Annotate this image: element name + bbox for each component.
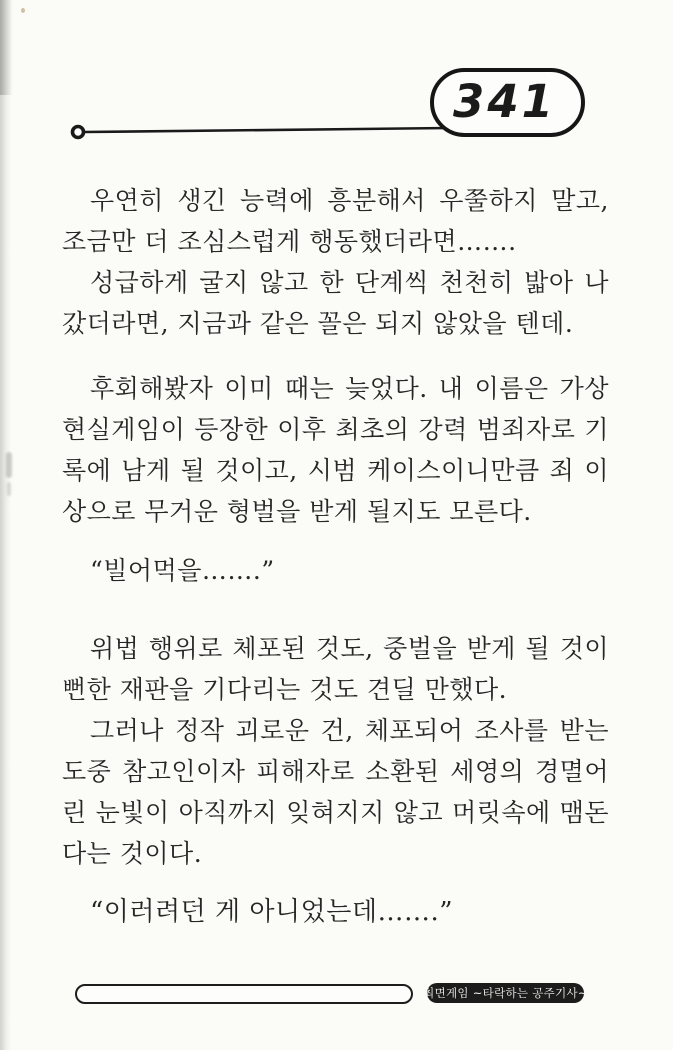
page-number: 341 (453, 75, 556, 128)
dialogue-line: “빌어먹을…….” (90, 556, 275, 585)
line-end-ring-icon (73, 127, 84, 138)
scan-edge-artifact (0, 0, 11, 1050)
body-paragraph: 위법 행위로 체포된 것도, 중벌을 받게 될 것이 뻔한 재판을 기다리는 것도 견딜 만했다. (62, 634, 609, 704)
footer-series-title: 최면게임 ~타락하는 공주기사~ (423, 986, 588, 1000)
paper-speck (21, 8, 25, 13)
dialogue-line: “이러려던 게 아니었는데…….” (90, 897, 454, 927)
body-text (62, 180, 609, 933)
binding-smudge (6, 452, 12, 478)
footer-series-badge (423, 983, 588, 1003)
scan-edge-top-artifact (0, 0, 13, 95)
header-rule-line (84, 128, 450, 132)
body-paragraph: 성급하게 굴지 않고 한 단계씩 천천히 밟아 나갔더라면, 지금과 같은 꼴은 되지 않았을 텐데. (62, 268, 609, 338)
page-number-badge (430, 68, 585, 137)
footer-title-box (75, 984, 413, 1004)
body-paragraph: 우연히 생긴 능력에 흥분해서 우쭐하지 말고, 조금만 더 조심스럽게 행동했더라면……. (62, 186, 609, 256)
body-paragraph: 후회해봤자 이미 때는 늦었다. 내 이름은 가상현실게임이 등장한 이후 최초의 강력 범죄자로 기록에 남게 될 것이고, 시범 케이스이니만큼 죄 이상으로 무거운 형벌을 받게 될지도 모른다. (62, 374, 609, 526)
binding-smudge (7, 482, 11, 496)
body-paragraph: 그러나 정작 괴로운 건, 체포되어 조사를 받는 도중 참고인이자 피해자로 소환된 세영의 경멸어린 눈빛이 아직까지 잊혀지지 않고 머릿속에 맴돈다는 것이다. (62, 716, 609, 868)
header-rule (68, 118, 452, 146)
